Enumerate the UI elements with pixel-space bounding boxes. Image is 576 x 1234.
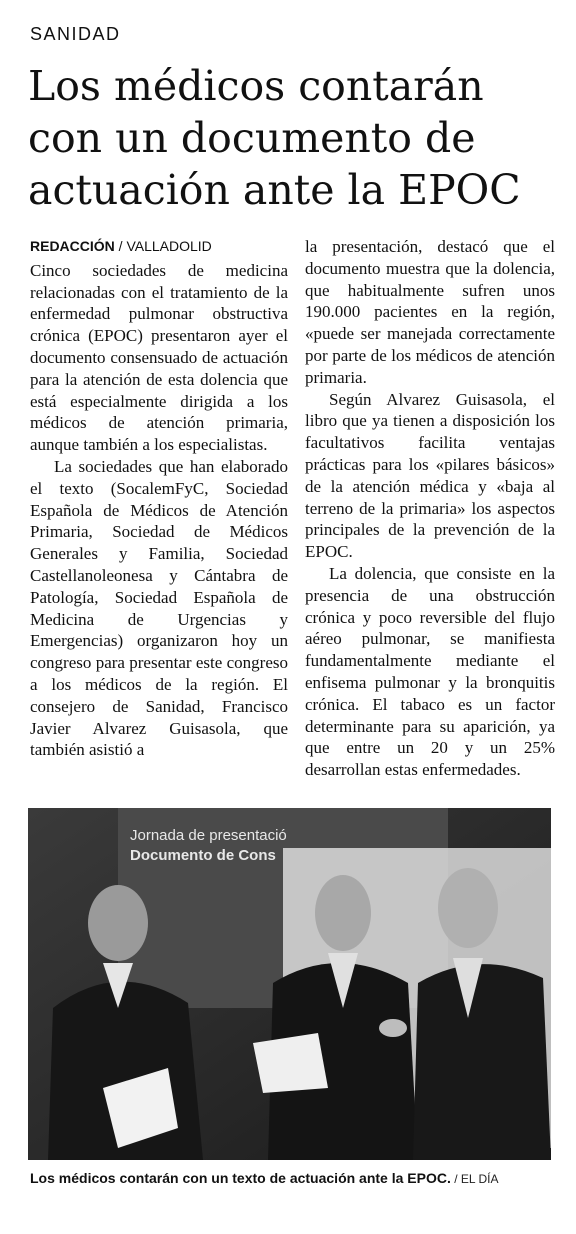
photo-caption [30, 1170, 556, 1186]
paragraph: la presentación, destacó que el documento muestra que la dolencia, que habitualmente sufren unos 190.000 pacientes en la región, «puede ser manejada correctamente por parte de los médicos de atención primaria. [305, 237, 555, 387]
section-label: SANIDAD [30, 24, 121, 44]
caption-text: Los médicos contarán con un texto de actuación ante la EPOC. [30, 1170, 451, 1186]
banner-line-2: Documento de Cons [130, 847, 276, 864]
caption-credit: / EL DÍA [450, 1172, 499, 1186]
news-photo [28, 808, 551, 1160]
byline-separator: / [114, 238, 127, 254]
article-column-left [30, 236, 288, 761]
article-column-right [305, 236, 555, 781]
byline [30, 236, 288, 258]
paragraph: La sociedades que han elaborado el texto (SocalemFyC, Sociedad Española de Médicos de Atención Primaria, Sociedad de Médicos Generales y Familia, Sociedad Castellanoleonesa y Cántabra de Patología, Sociedad Española de Medicina de Urgencias y Emergencias) organizaron hoy un congreso para presentar este congreso a los médicos de la región. El consejero de Sanidad, Francisco Javier Alvarez Guisasola, que también asistió a [30, 456, 288, 760]
byline-author: REDACCIÓN [30, 238, 115, 254]
paragraph: La dolencia, que consiste en la presencia de una obstrucción crónica y poco reversible del flujo aéreo pulmonar, se manifiesta fundamentalmente mediante el enfisema pulmonar y la bronquitis crónica. El tabaco es un factor determinante para su aparición, ya que entre un 20 y un 25% desarrollan estas enfermedades. [305, 563, 555, 780]
photo-illustration [28, 808, 551, 1160]
headline: Los médicos contarán con un documento de actuación ante la EPOC [28, 62, 521, 214]
byline-place: VALLADOLID [126, 238, 212, 254]
banner-line-1: Jornada de presentació [130, 827, 287, 844]
paragraph: Cinco sociedades de medicina relacionadas con el tratamiento de la enfermedad pulmonar obstructiva crónica (EPOC) presentaron ayer el documento consensuado de actuación para la atención de esta dolencia que está especialmente dirigida a los médicos de atención primaria, aunque también a los especialistas. [30, 260, 288, 455]
paragraph: Según Alvarez Guisasola, el libro que ya tienen a disposición los facultativos facilita ventajas prácticas para los «pilares básicos» de la atención médica y «baja al terreno de la primaria» los aspectos principales de la prevención de la EPOC. [305, 389, 555, 562]
